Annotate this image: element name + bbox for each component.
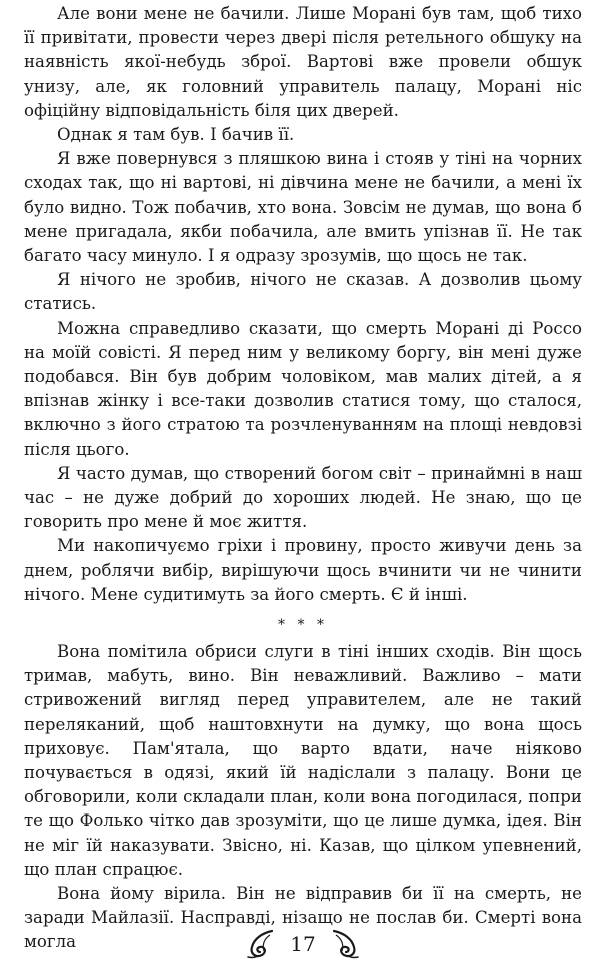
- paragraph: Я часто думав, що створений богом світ – принаймні в наш час – не дуже добрий до хороших людей. Не знаю, що це говорить про мене й моє життя.: [24, 463, 582, 532]
- section-separator: * * *: [278, 617, 328, 633]
- paragraph: Я нічого не зробив, нічого не сказав. А дозволив цьому статись.: [24, 270, 582, 314]
- paragraph: Ми накопичуємо гріхи і провину, просто живучи день за днем, роблячи вибір, вирішуючи щось вчинити чи не чинити нічого. Мене судитимуть за його смерть. Є й інші.: [24, 536, 582, 604]
- page-number: 17: [290, 932, 316, 956]
- paragraph: Однак я там був. І бачив її.: [57, 125, 295, 145]
- page-footer: [0, 924, 606, 964]
- paragraph: Вона йому вірила. Він не відправив би її на смерть, не заради Майлазії. Насправді, нізащо не послав би. Смерті вона могла: [24, 884, 582, 952]
- paragraph: Але вони мене не бачили. Лише Морані був там, щоб тихо її привітати, провести через двері після ретельного обшуку на наявність якої-небудь зброї. Вартові вже провели обшук унизу, але, як головний управитель палацу, Морані ніс офіційну відповідальність біля цих дверей.: [24, 4, 582, 120]
- section-1: [24, 2, 582, 607]
- paragraph: Я вже повернувся з пляшкою вина і стояв у тіні на чорних сходах так, що ні вартові, ні дівчина мене не бачили, а мені їх було видно. Тож побачив, хто вона. Зовсім не думав, що вона б мене пригадала, якби побачила, але вмить упізнав її. Не так багато часу минуло. І я одразу зрозумів, що щось не так.: [24, 149, 582, 266]
- section-2: [24, 640, 582, 955]
- right-ornament-icon: [326, 927, 366, 961]
- paragraph: Вона помітила обриси слуги в тіні інших сходів. Він щось тримав, мабуть, вино. Він неважливий. Важливо – мати стривожений вигляд перед управителем, але не такий переляканий, щоб наштовхнути на думку, що вона щось приховує. Пам'ятала, що варто вдати, наче ніяково почувається в одязі, який їй надіслали з палацу. Вони це обговорили, коли складали план, коли вона погодилася, попри те що Фолько чітко дав зрозуміти, що це лише думка, ідея. Він не міг їй наказувати. Звісно, ні. Казав, що цілком упевнений, що план спрацює.: [24, 642, 582, 879]
- paragraph: Можна справедливо сказати, що смерть Морані ді Россо на моїй совісті. Я перед ним у великому боргу, він мені дуже подобався. Він був добрим чоловіком, мав малих дітей, а я впізнав жінку і все-таки дозволив статися тому, що сталося, включно з його стратою та розчленуванням на площі невдовзі після цього.: [24, 318, 582, 459]
- left-ornament-icon: [240, 927, 280, 961]
